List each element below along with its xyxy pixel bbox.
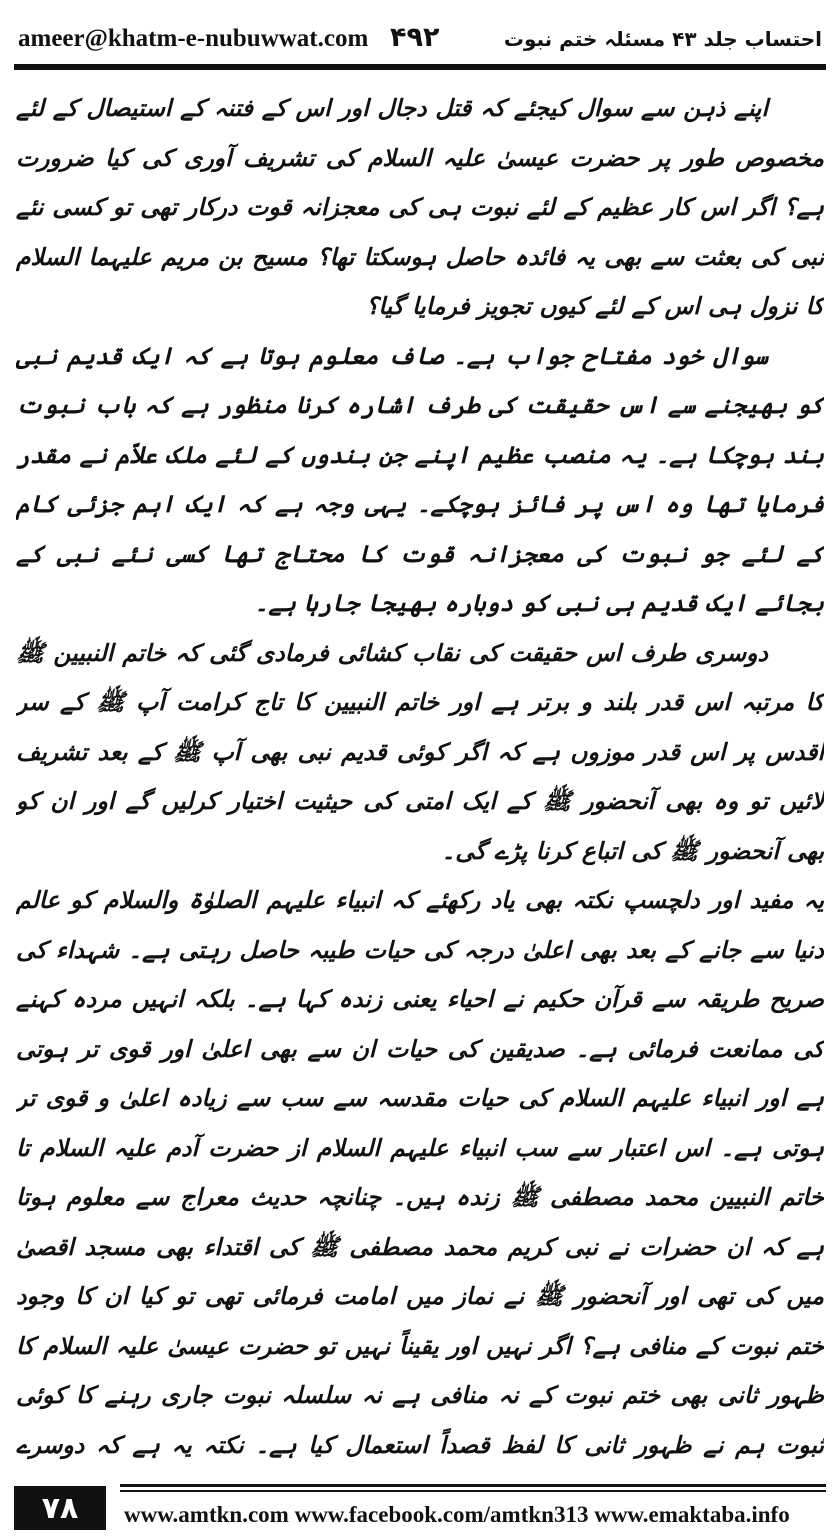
- paragraph-3: دوسری طرف اس حقیقت کی نقاب کشائی فرمادی گئی کہ خاتم النبیین ﷺ کا مرتبہ اس قدر بلند و برتر ہے اور خاتم النبیین کا تاج کرامت آپ ﷺ کے سر اقدس پر اس قدر موزوں ہے کہ اگر کوئی قدیم نبی بھی آپ ﷺ کے بعد تشریف لائیں تو وہ بھی آنحضور ﷺ کے ایک امتی کی حیثیت اختیار کرلیں گے اور ان کو بھی آنحضور ﷺ کی اتباع کرنا پڑے گی۔: [16, 638, 824, 865]
- page-number: ۴۹۲: [390, 22, 440, 53]
- footer-rule-thin: [120, 1490, 826, 1492]
- footer-links: www.amtkn.com www.facebook.com/amtkn313 www.emaktaba.info: [124, 1502, 790, 1527]
- body-text: [16, 84, 824, 1462]
- paragraph-2: سوال خود مفتاح جواب ہے۔ صاف معلوم ہوتا ہے کہ ایک قدیم نبی کو بھیجنے سے اس حقیقت کی طرف اشارہ کرنا منظور ہے کہ باب نبوت بند ہوچکا ہے۔ یہ منصب عظیم اپنے جن بندوں کے لئے ملک علاّم نے مقدر فرمایا تھا وہ اس پر فائز ہوچکے۔ یہی وجہ ہے کہ ایک اہم جزئی کام کے لئے جو نبوت کی معجزانہ قوت کا محتاج تھا کسی نئے نبی کے بجائے ایک قدیم ہی نبی کو دوبارہ بھیجا جارہا ہے۔: [16, 341, 824, 617]
- running-title: احتساب جلد ۴۳ مسئلہ ختم نبوت: [503, 27, 822, 51]
- paragraph-4: یہ مفید اور دلچسپ نکتہ بھی یاد رکھئے کہ انبیاء علیہم الصلوٰۃ والسلام کو عالم دنیا سے جانے کے بعد بھی اعلیٰ درجہ کی حیات طیبہ حاصل رہتی ہے۔ شہداء کی صریح طریقہ سے قرآن حکیم نے احیاء یعنی زندہ کہا ہے۔ بلکہ انہیں مردہ کہنے کی ممانعت فرمائی ہے۔ صدیقین کی حیات ان سے بھی اعلیٰ اور قوی تر ہوتی ہے اور انبیاء علیہم السلام کی حیات مقدسہ سے سب سے زیادہ اعلیٰ و قوی تر ہوتی ہے۔ اس اعتبار سے سب انبیاء علیہم السلام از حضرت آدم علیہ السلام تا خاتم النبیین محمد مصطفی ﷺ زندہ ہیں۔ چنانچہ حدیث معراج سے معلوم ہوتا ہے کہ ان حضرات نے نبی کریم محمد مصطفی ﷺ کی اقتداء بھی مسجد اقصیٰ میں کی تھی اور آنحضور ﷺ نے نماز میں امامت فرمائی تھی تو کیا ان کا وجود ختم نبوت کے منافی ہے؟ اگر نہیں اور یقیناً نہیں تو حضرت عیسیٰ علیہ السلام کا ظہور ثانی بھی ختم نبوت کے نہ منافی ہے نہ سلسلہ نبوت جاری رہنے کا کوئی ثبوت ہم نے ظہور ثانی کا لفظ قصداً استعمال کیا ہے۔ نکتہ یہ ہے کہ دوسرے: [16, 886, 824, 1459]
- header-email: ameer@khatm-e-nubuwwat.com: [18, 25, 369, 52]
- page-header: [18, 14, 822, 64]
- paragraph-1: اپنے ذہن سے سوال کیجئے کہ قتل دجال اور اس کے فتنہ کے استیصال کے لئے مخصوص طور پر حضرت عیسیٰ علیہ السلام کی تشریف آوری کی کیا ضرورت ہے؟ اگر اس کار عظیم کے لئے نبوت ہی کی معجزانہ قوت درکار تھی تو کسی نئے نبی کی بعثت سے بھی یہ فائدہ حاصل ہوسکتا تھا؟ مسیح بن مریم علیہما السلام کا نزول ہی اس کے لئے کیوں تجویز فرمایا گیا؟: [16, 94, 824, 320]
- footer-rule: [120, 1484, 826, 1487]
- header-rule: [14, 64, 826, 70]
- footer-number-box: ۷۸: [14, 1486, 106, 1530]
